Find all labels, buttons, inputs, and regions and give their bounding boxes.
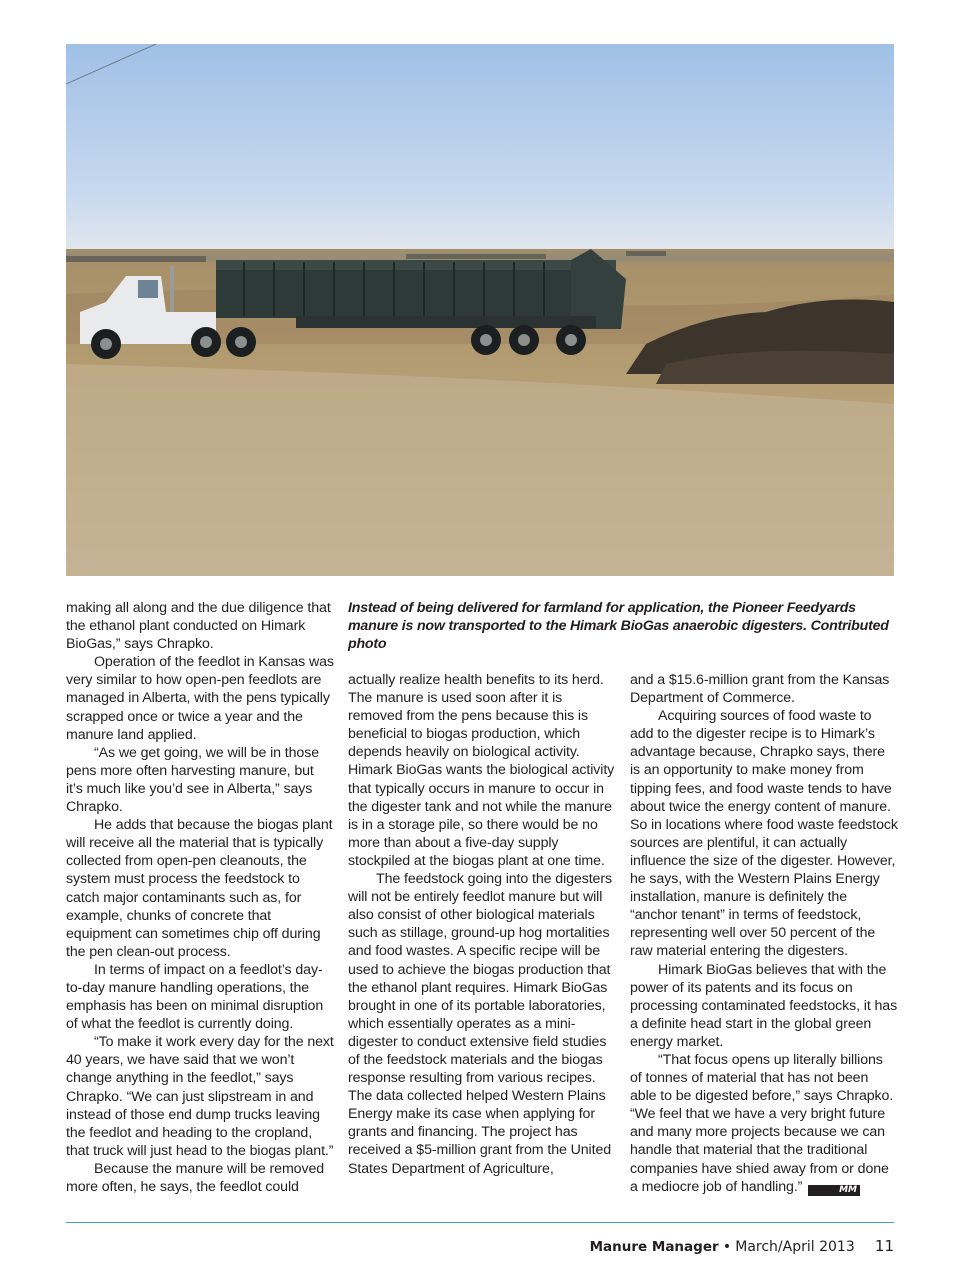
paragraph: Himark BioGas believes that with the power of its patents and its focus on processing contaminated feedstocks, it has a definite head start in the global green energy market.: [630, 961, 898, 1050]
paragraph: making all along and the due diligence that the ethanol plant conducted on Himark BioGas,” says Chrapko.: [66, 600, 331, 653]
paragraph: [630, 1051, 898, 1196]
truck-photo: [66, 44, 894, 576]
paragraph: “To make it work every day for the next 40 years, we have said that we won’t change anything in the feedlot,” says Chrapko. “We can just slipstream in and instead of those end dump trucks leaving the feedlot and heading to the cropland, that truck will just head to the biogas plant.”: [66, 1034, 334, 1159]
photo-caption: Instead of being delivered for farmland for application, the Pioneer Feedyards manure is now transported to the Himark BioGas anaerobic digesters. Contributed photo: [348, 600, 889, 653]
paragraph: The feedstock going into the digesters will not be entirely feedlot manure but will also consist of other biological materials such as stillage, ground-up hog mortalities and food wastes. A specific recipe will be used to achieve the biogas production that the ethanol plant requires. Himark BioGas brought in one of its portable laboratories, which essentially operates as a mini-digester to conduct extensive field studies of the feedstock materials and the biogas response resulting from various recipes. The data collected helped Western Plains Energy make its case when applying for grants and financing. The project has received a $5-million grant from the United States Department of Agriculture,: [348, 871, 612, 1177]
paragraph: and a $15.6-million grant from the Kansas Department of Commerce.: [630, 672, 890, 707]
column-3: [630, 671, 898, 1196]
paragraph: He adds that because the biogas plant will receive all the material that is typically collected from open-pen cleanouts, the system must process the feedstock to catch major contaminants such as, for example, chunks of concrete that equipment can sometimes chip off during the pen clean-out process.: [66, 817, 333, 960]
truck-photo-illustration: [66, 44, 894, 576]
paragraph: Operation of the feedlot in Kansas was very similar to how open-pen feedlots are managed in Alberta, with the pens typically scrapped once or twice a year and the manure land applied.: [66, 654, 334, 743]
paragraph: actually realize health benefits to its herd. The manure is used soon after it is removed from the pens because this is beneficial to biogas production, which depends heavily on biological activity. Himark BioGas wants the biological activity that typically occurs in manure to occur in the digester tank and not while the manure is in a storage pile, so there would be no more than about a five-day supply stockpiled at the biogas plant at one time.: [348, 672, 615, 869]
paragraph: “As we get going, we will be in those pens more often harvesting manure, but it’s much like you’d see in Alberta,” says Chrapko.: [66, 744, 319, 816]
paragraph: In terms of impact on a feedlot’s day-to-day manure handling operations, the emphasis has been on minimal disruption of what the feedlot is currently doing.: [66, 961, 324, 1033]
footer-rule: [66, 1222, 894, 1223]
column-2: [348, 671, 616, 1178]
issue-date: March/April 2013: [735, 1239, 855, 1255]
page-number: 11: [874, 1237, 894, 1255]
end-mark-logo: MM: [808, 1185, 860, 1196]
paragraph: Because the manure will be removed more often, he says, the feedlot could: [66, 1160, 325, 1195]
paragraph-text: “That focus opens up literally billions of tonnes of material that has not been able to be digested before,” says Chrapko. “We feel that we have a very bright future and many more projects because we can handle that material that the traditional companies have shied away from or done a mediocre job of handling.”: [630, 1051, 894, 1195]
footer-separator: •: [722, 1239, 732, 1255]
paragraph: Acquiring sources of food waste to add to the digester recipe is to Himark’s advantage because, Chrapko says, there is an opportunity to make money from tipping fees, and food waste tends to have about twice the energy content of manure. So in locations where food waste feedstock sources are plentiful, it can actually influence the size of the digester. However, he says, with the Western Plains Energy installation, manure is definitely the “anchor tenant” in terms of feedstock, representing well over 50 percent of the raw material entering the digesters.: [630, 708, 898, 960]
magazine-name: Manure Manager: [589, 1239, 719, 1255]
column-1: [66, 599, 334, 1196]
page-footer: [590, 1236, 894, 1256]
